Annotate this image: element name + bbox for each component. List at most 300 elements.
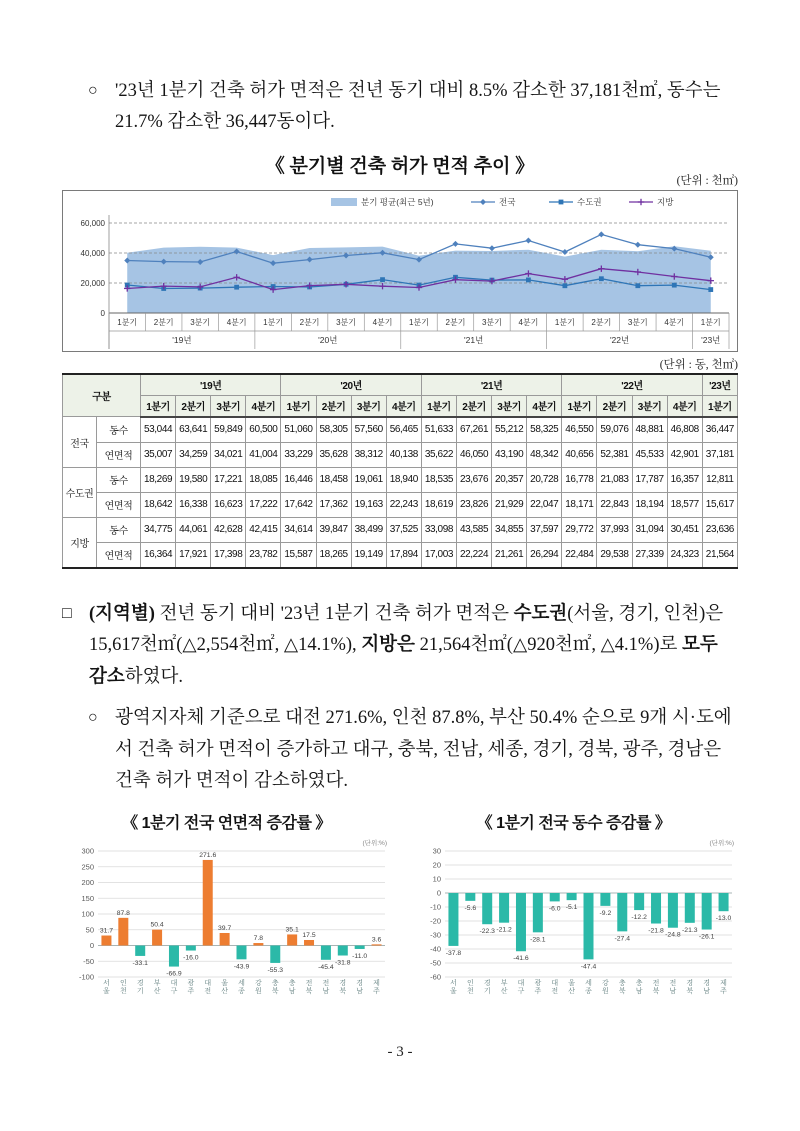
- table-header-cell: '23년: [702, 374, 737, 396]
- svg-text:-16.0: -16.0: [183, 954, 199, 962]
- svg-text:-5.6: -5.6: [464, 904, 477, 912]
- table-cell: 34,855: [492, 517, 527, 542]
- line-chart-unit: (단위 : 천㎡): [676, 174, 738, 187]
- table-cell: 34,259: [176, 442, 211, 467]
- table-header-cell: 3분기: [351, 395, 386, 417]
- svg-text:1분기: 1분기: [554, 317, 575, 327]
- svg-text:1분기: 1분기: [409, 317, 429, 327]
- svg-text:-33.1: -33.1: [132, 959, 148, 967]
- table-cell: 21,929: [492, 492, 527, 517]
- svg-text:-22.3: -22.3: [479, 927, 495, 935]
- svg-text:대: 대: [517, 979, 525, 987]
- svg-text:-55.3: -55.3: [267, 966, 284, 974]
- svg-text:-100: -100: [78, 972, 94, 981]
- table-cell: 58,305: [316, 417, 351, 443]
- svg-text:남: 남: [322, 987, 330, 995]
- svg-text:20: 20: [432, 860, 441, 869]
- svg-text:북: 북: [618, 987, 626, 995]
- svg-text:전: 전: [322, 979, 330, 987]
- table-cell: 19,149: [351, 542, 386, 568]
- table-cell: 20,357: [492, 467, 527, 492]
- svg-text:경: 경: [356, 979, 364, 987]
- svg-text:-41.6: -41.6: [513, 954, 529, 962]
- table-cell: 17,398: [211, 542, 246, 568]
- svg-text:(단위:%): (단위:%): [709, 839, 734, 847]
- table-header-cell: 연면적: [97, 492, 141, 517]
- svg-text:-21.2: -21.2: [496, 926, 512, 934]
- svg-text:4분기: 4분기: [664, 317, 685, 327]
- svg-text:-37.8: -37.8: [445, 949, 462, 957]
- table-cell: 48,342: [527, 442, 562, 467]
- svg-text:경: 경: [136, 979, 144, 987]
- table-cell: 21,083: [597, 467, 632, 492]
- svg-text:4분기: 4분기: [226, 317, 247, 327]
- svg-text:-6.0: -6.0: [548, 904, 561, 912]
- svg-text:-10: -10: [430, 902, 441, 911]
- svg-text:-11.0: -11.0: [352, 952, 368, 960]
- table-cell: 30,451: [667, 517, 702, 542]
- svg-text:원: 원: [254, 987, 262, 995]
- svg-text:기: 기: [136, 987, 144, 995]
- table-cell: 34,775: [141, 517, 176, 542]
- svg-text:-13.0: -13.0: [715, 914, 732, 922]
- svg-text:세: 세: [238, 979, 245, 987]
- paragraph-text: (서울, 경기, 인천)은 15,617천㎡(△2,554천㎡, △14.1%),: [89, 603, 724, 656]
- paragraph-text: '23년 1분기 건축 허가 면적은 전년 동기 대비 8.5% 감소한 37,181천㎡, 동수는 21.7% 감소한 36,447동이다.: [115, 81, 721, 133]
- table-cell: 17,642: [281, 492, 316, 517]
- svg-text:50: 50: [85, 924, 94, 934]
- paragraph-summary: [88, 76, 739, 139]
- bar-chart-count-block: [409, 810, 738, 1030]
- table-header-cell: 1분기: [702, 395, 737, 417]
- svg-text:충: 충: [288, 979, 296, 987]
- svg-text:북: 북: [686, 987, 694, 995]
- svg-text:북: 북: [305, 987, 313, 995]
- svg-text:-26.1: -26.1: [698, 933, 715, 941]
- paragraph-text: 광역지자체 기준으로 대전 271.6%, 인천 87.8%, 부산 50.4% 순으로 9개 시·도에서 건축 허가 면적이 증가하고 대구, 충북, 전남, 세종, 경기, 경북, 광주, 경남은 건축 허가 면적이 감소하였다.: [115, 708, 732, 792]
- paragraph-regional: [62, 599, 739, 693]
- table-cell: 18,269: [141, 467, 176, 492]
- svg-text:-31.8: -31.8: [335, 959, 351, 967]
- bar-charts-row: [62, 810, 738, 1030]
- svg-text:주: 주: [373, 987, 380, 995]
- svg-text:산: 산: [568, 987, 576, 995]
- table-cell: 37,181: [702, 442, 737, 467]
- table-cell: 16,357: [667, 467, 702, 492]
- table-cell: 18,535: [421, 467, 456, 492]
- svg-text:-28.1: -28.1: [530, 935, 546, 943]
- svg-text:-20: -20: [430, 916, 441, 925]
- svg-text:-12.2: -12.2: [631, 913, 647, 921]
- table-cell: 23,826: [456, 492, 491, 517]
- table-cell: 42,901: [667, 442, 702, 467]
- svg-text:-21.8: -21.8: [648, 927, 664, 935]
- svg-text:기: 기: [483, 987, 491, 995]
- table-cell: 18,940: [386, 467, 421, 492]
- table-cell: 53,044: [141, 417, 176, 443]
- svg-text:종: 종: [585, 987, 592, 995]
- svg-text:서: 서: [450, 979, 457, 987]
- table-header-cell: 연면적: [97, 442, 141, 467]
- svg-text:충: 충: [635, 979, 643, 987]
- svg-text:-45.4: -45.4: [318, 963, 334, 971]
- table-header-cell: '22년: [562, 374, 702, 396]
- svg-text:충: 충: [271, 979, 279, 987]
- table-cell: 43,190: [492, 442, 527, 467]
- table-cell: 17,003: [421, 542, 456, 568]
- bar-chart-area-title: 《 1분기 전국 연면적 증감률 》: [122, 814, 331, 832]
- table-cell: 29,538: [597, 542, 632, 568]
- table-header-cell: 구분: [63, 374, 141, 417]
- bar-chart-area-block: [62, 810, 391, 1030]
- table-cell: 38,499: [351, 517, 386, 542]
- svg-text:100: 100: [81, 909, 94, 918]
- list-bullet: ○: [88, 709, 98, 727]
- svg-text:광: 광: [534, 979, 542, 987]
- svg-text:1분기: 1분기: [117, 317, 138, 327]
- svg-text:7.8: 7.8: [253, 934, 264, 942]
- svg-text:50.4: 50.4: [150, 921, 164, 929]
- table-header-cell: 4분기: [667, 395, 702, 417]
- svg-text:인: 인: [466, 979, 474, 987]
- paragraph-text: 모두 감소: [89, 635, 718, 687]
- svg-text:'20년: '20년: [318, 334, 338, 345]
- svg-text:천: 천: [119, 987, 127, 995]
- table-cell: 16,338: [176, 492, 211, 517]
- svg-text:17.5: 17.5: [302, 931, 316, 939]
- table-cell: 51,633: [421, 417, 456, 443]
- table-cell: 23,636: [702, 517, 737, 542]
- table-cell: 22,243: [386, 492, 421, 517]
- table-cell: 19,061: [351, 467, 386, 492]
- svg-text:-66.9: -66.9: [166, 970, 182, 978]
- table-header-cell: 수도권: [63, 467, 97, 517]
- svg-text:서: 서: [103, 979, 110, 987]
- svg-text:3분기: 3분기: [627, 317, 648, 327]
- svg-text:울: 울: [450, 987, 457, 995]
- svg-text:30: 30: [432, 846, 441, 855]
- svg-text:271.6: 271.6: [199, 851, 217, 859]
- paragraph-text: 지방은: [361, 635, 415, 656]
- svg-text:0: 0: [100, 308, 105, 318]
- table-cell: 17,894: [386, 542, 421, 568]
- svg-text:강: 강: [254, 979, 262, 987]
- svg-text:1분기: 1분기: [700, 317, 721, 327]
- table-header-cell: 1분기: [141, 395, 176, 417]
- table-header-cell: 4분기: [386, 395, 421, 417]
- svg-text:31.7: 31.7: [99, 927, 114, 935]
- paragraph-text: 전년 동기 대비 '23년 1분기 건축 허가 면적은: [154, 603, 514, 624]
- table-header-cell: 1분기: [562, 395, 597, 417]
- svg-text:150: 150: [81, 893, 94, 903]
- svg-text:-47.4: -47.4: [580, 962, 597, 970]
- table-cell: 52,381: [597, 442, 632, 467]
- svg-text:0: 0: [89, 940, 94, 950]
- table-header-cell: 2분기: [597, 395, 632, 417]
- table-header-cell: 2분기: [456, 395, 491, 417]
- table-cell: 17,221: [211, 467, 246, 492]
- table-cell: 17,921: [176, 542, 211, 568]
- table-header-cell: 1분기: [281, 395, 316, 417]
- svg-text:울: 울: [568, 979, 576, 987]
- svg-text:4분기: 4분기: [372, 317, 393, 327]
- svg-text:-21.3: -21.3: [682, 926, 698, 934]
- svg-text:남: 남: [669, 987, 677, 995]
- svg-text:구: 구: [170, 987, 178, 995]
- svg-text:4분기: 4분기: [518, 317, 539, 327]
- svg-text:천: 천: [466, 987, 474, 995]
- table-header-cell: 연면적: [97, 542, 141, 568]
- table-cell: 22,047: [527, 492, 562, 517]
- svg-text:(단위:%): (단위:%): [362, 839, 387, 847]
- table-unit: (단위 : 동, 천㎡): [659, 358, 738, 371]
- svg-text:주: 주: [187, 987, 195, 995]
- svg-text:-24.8: -24.8: [665, 931, 681, 939]
- table-cell: 19,580: [176, 467, 211, 492]
- table-cell: 37,597: [527, 517, 562, 542]
- svg-text:3분기: 3분기: [481, 317, 502, 327]
- svg-text:지방: 지방: [657, 196, 674, 207]
- svg-text:부: 부: [500, 979, 508, 987]
- svg-text:대: 대: [551, 979, 559, 987]
- svg-text:인: 인: [119, 979, 127, 987]
- table-header-cell: '19년: [141, 374, 281, 396]
- table-cell: 18,577: [667, 492, 702, 517]
- table-cell: 60,500: [246, 417, 281, 443]
- table-cell: 16,446: [281, 467, 316, 492]
- table-cell: 27,339: [632, 542, 667, 568]
- table-header-cell: 1분기: [421, 395, 456, 417]
- svg-text:북: 북: [271, 987, 279, 995]
- table-cell: 56,465: [386, 417, 421, 443]
- svg-text:부: 부: [153, 979, 161, 987]
- table-header-cell: 동수: [97, 517, 141, 542]
- table-cell: 46,808: [667, 417, 702, 443]
- bar-chart-count-title: 《 1분기 전국 동수 증감률 》: [476, 814, 671, 832]
- svg-text:울: 울: [221, 979, 229, 987]
- svg-text:경: 경: [339, 979, 347, 987]
- svg-text:수도권: 수도권: [577, 196, 602, 207]
- svg-text:제: 제: [720, 979, 727, 987]
- table-header-cell: 4분기: [246, 395, 281, 417]
- table-cell: 59,076: [597, 417, 632, 443]
- table-cell: 18,619: [421, 492, 456, 517]
- table-cell: 59,849: [211, 417, 246, 443]
- svg-text:제: 제: [373, 979, 380, 987]
- svg-text:39.7: 39.7: [218, 924, 232, 932]
- table-cell: 55,212: [492, 417, 527, 443]
- svg-text:200: 200: [81, 877, 94, 887]
- svg-text:세: 세: [585, 979, 592, 987]
- table-cell: 58,325: [527, 417, 562, 443]
- line-chart: [62, 190, 738, 352]
- svg-text:87.8: 87.8: [116, 909, 130, 917]
- svg-text:산: 산: [500, 987, 508, 995]
- svg-text:북: 북: [339, 987, 347, 995]
- svg-text:-43.9: -43.9: [233, 962, 250, 970]
- table-cell: 44,061: [176, 517, 211, 542]
- table-cell: 18,642: [141, 492, 176, 517]
- table-cell: 17,222: [246, 492, 281, 517]
- svg-text:10: 10: [432, 874, 441, 883]
- table-cell: 35,007: [141, 442, 176, 467]
- table-cell: 37,525: [386, 517, 421, 542]
- table-cell: 16,778: [562, 467, 597, 492]
- table-header-cell: 3분기: [211, 395, 246, 417]
- table-cell: 48,881: [632, 417, 667, 443]
- svg-text:0: 0: [436, 888, 441, 897]
- svg-text:'22년: '22년: [609, 334, 630, 345]
- svg-text:대: 대: [204, 979, 212, 987]
- svg-text:전: 전: [204, 987, 212, 995]
- svg-text:남: 남: [703, 987, 711, 995]
- svg-text:-50: -50: [430, 958, 441, 967]
- svg-text:전: 전: [669, 979, 677, 987]
- svg-text:-40: -40: [430, 944, 441, 953]
- paragraph-metro: [88, 703, 739, 797]
- table-cell: 43,585: [456, 517, 491, 542]
- table-cell: 23,676: [456, 467, 491, 492]
- svg-text:2분기: 2분기: [445, 317, 466, 327]
- table-cell: 38,312: [351, 442, 386, 467]
- svg-text:60,000: 60,000: [80, 218, 105, 228]
- svg-text:경: 경: [703, 979, 711, 987]
- svg-text:원: 원: [601, 987, 609, 995]
- table-cell: 40,656: [562, 442, 597, 467]
- table-cell: 22,484: [562, 542, 597, 568]
- svg-text:'21년: '21년: [464, 334, 484, 345]
- svg-text:충: 충: [618, 979, 626, 987]
- svg-text:북: 북: [652, 987, 660, 995]
- table-header-cell: 4분기: [527, 395, 562, 417]
- svg-text:2분기: 2분기: [153, 317, 174, 327]
- paragraph-text: 하였다.: [124, 666, 183, 687]
- table-cell: 21,564: [702, 542, 737, 568]
- svg-text:'23년: '23년: [701, 334, 721, 345]
- svg-text:-60: -60: [430, 972, 441, 981]
- table-cell: 46,550: [562, 417, 597, 443]
- table-header-cell: 지방: [63, 517, 97, 568]
- table-cell: 35,628: [316, 442, 351, 467]
- bar-chart-count-svg: [409, 835, 738, 1025]
- paragraph-text: 수도권: [513, 603, 568, 624]
- table-cell: 22,224: [456, 542, 491, 568]
- table-header-cell: 동수: [97, 467, 141, 492]
- svg-text:강: 강: [601, 979, 609, 987]
- table-cell: 16,364: [141, 542, 176, 568]
- svg-text:3분기: 3분기: [336, 317, 357, 327]
- table-cell: 18,171: [562, 492, 597, 517]
- table-cell: 16,623: [211, 492, 246, 517]
- svg-text:울: 울: [103, 987, 110, 995]
- svg-text:종: 종: [238, 987, 245, 995]
- svg-text:구: 구: [517, 987, 525, 995]
- table-cell: 23,782: [246, 542, 281, 568]
- svg-text:남: 남: [635, 987, 643, 995]
- svg-text:3분기: 3분기: [190, 317, 211, 327]
- line-chart-svg: [63, 191, 735, 349]
- table-cell: 15,617: [702, 492, 737, 517]
- table-cell: 35,622: [421, 442, 456, 467]
- table-cell: 39,847: [316, 517, 351, 542]
- table-cell: 36,447: [702, 417, 737, 443]
- table-header-cell: 동수: [97, 417, 141, 443]
- svg-text:20,000: 20,000: [80, 278, 105, 288]
- svg-text:300: 300: [81, 846, 94, 855]
- table-cell: 19,163: [351, 492, 386, 517]
- svg-text:산: 산: [153, 987, 161, 995]
- table-cell: 22,843: [597, 492, 632, 517]
- table-header-cell: 2분기: [176, 395, 211, 417]
- table-cell: 18,085: [246, 467, 281, 492]
- paragraph-text: (지역별): [89, 603, 155, 624]
- svg-text:주: 주: [534, 987, 542, 995]
- svg-text:3.6: 3.6: [371, 935, 382, 943]
- table-header-cell: 3분기: [492, 395, 527, 417]
- svg-text:분기 평균(최근 5년): 분기 평균(최근 5년): [361, 196, 434, 207]
- table-cell: 20,728: [527, 467, 562, 492]
- svg-text:경: 경: [686, 979, 694, 987]
- list-bullet: □: [62, 604, 72, 622]
- svg-text:-9.2: -9.2: [599, 909, 612, 917]
- list-bullet: ○: [88, 82, 98, 99]
- svg-text:남: 남: [288, 987, 296, 995]
- table-cell: 15,587: [281, 542, 316, 568]
- table-cell: 18,194: [632, 492, 667, 517]
- svg-text:-50: -50: [83, 956, 94, 966]
- table-cell: 33,229: [281, 442, 316, 467]
- svg-text:대: 대: [170, 979, 178, 987]
- svg-text:-27.4: -27.4: [614, 934, 631, 942]
- table-header-cell: 전국: [63, 417, 97, 468]
- svg-text:'19년: '19년: [172, 334, 192, 345]
- svg-text:전: 전: [305, 979, 313, 987]
- svg-text:전: 전: [652, 979, 660, 987]
- permits-table: [62, 373, 738, 569]
- svg-text:1분기: 1분기: [263, 317, 284, 327]
- svg-text:전: 전: [551, 987, 559, 995]
- svg-text:-30: -30: [430, 930, 441, 939]
- table-header-cell: 3분기: [632, 395, 667, 417]
- table-cell: 40,138: [386, 442, 421, 467]
- line-chart-title: 《 분기별 건축 허가 면적 추이 》: [265, 155, 535, 177]
- table-cell: 29,772: [562, 517, 597, 542]
- table-cell: 18,458: [316, 467, 351, 492]
- svg-text:35.1: 35.1: [285, 925, 299, 933]
- table-header-cell: '20년: [281, 374, 421, 396]
- svg-text:-5.1: -5.1: [565, 903, 578, 911]
- table-cell: 34,021: [211, 442, 246, 467]
- table-cell: 31,094: [632, 517, 667, 542]
- page-number: - 3 -: [387, 1043, 413, 1060]
- table-cell: 34,614: [281, 517, 316, 542]
- paragraph-text: 21,564천㎡(△920천㎡, △4.1%)로: [414, 635, 682, 656]
- table-cell: 63,641: [176, 417, 211, 443]
- table-cell: 18,265: [316, 542, 351, 568]
- svg-text:40,000: 40,000: [80, 248, 105, 258]
- svg-text:전국: 전국: [499, 196, 516, 207]
- svg-text:2분기: 2분기: [591, 317, 612, 327]
- table-cell: 17,362: [316, 492, 351, 517]
- table-cell: 51,060: [281, 417, 316, 443]
- table-cell: 67,261: [456, 417, 491, 443]
- table-cell: 17,787: [632, 467, 667, 492]
- bar-chart-area-svg: [62, 835, 391, 1025]
- table-cell: 12,811: [702, 467, 737, 492]
- svg-text:2분기: 2분기: [299, 317, 320, 327]
- svg-text:250: 250: [81, 861, 94, 871]
- svg-text:산: 산: [221, 987, 229, 995]
